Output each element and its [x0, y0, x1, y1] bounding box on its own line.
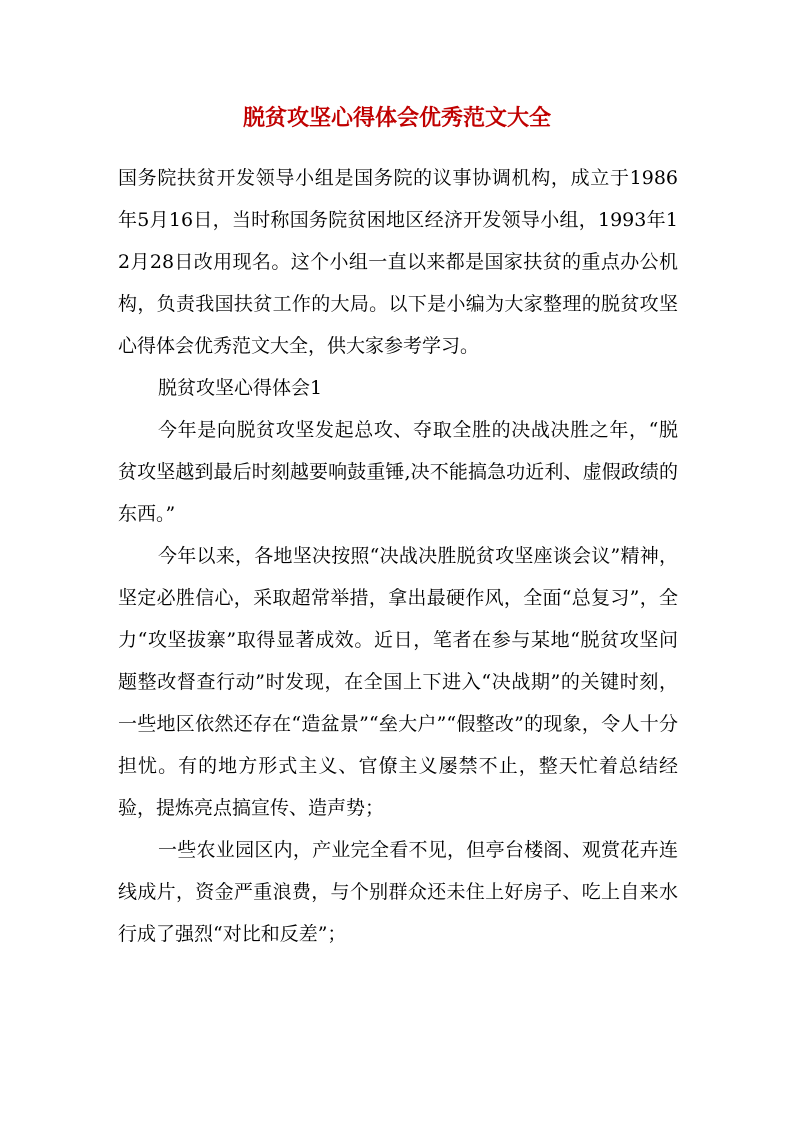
paragraph: 一些农业园区内，产业完全看不见，但亭台楼阁、观赏花卉连线成片，资金严重浪费，与个别群众还未住上好房子、吃上自来水行成了强烈“对比和反差”； — [118, 839, 678, 945]
paragraph: 今年以来，各地坚决按照“决战决胜脱贫攻坚座谈会议”精神，坚定必胜信心，采取超常举措，拿出最硬作风，全面“总复习”，全力“攻坚拔寨”取得显著成效。近日，笔者在参与某地“脱贫攻坚问题整改督查行动”时发现，在全国上下进入“决战期”的关键时刻，一些地区依然还存在“造盆景”“垒大户”“假整改”的现象，令人十分担忧。有的地方形式主义、官僚主义屡禁不止，整天忙着总结经验，提炼亮点搞宣传、造声势； — [118, 545, 678, 819]
document-body — [118, 157, 678, 955]
paragraph: 今年是向脱贫攻坚发起总攻、夺取全胜的决战决胜之年，“脱贫攻坚越到最后时刻越要响鼓重锤,决不能搞急功近利、虚假政绩的东西。” — [118, 419, 678, 525]
paragraph-intro: 国务院扶贫开发领导小组是国务院的议事协调机构，成立于1986年5月16日，当时称国务院贫困地区经济开发领导小组，1993年12月28日改用现名。这个小组一直以来都是国家扶贫的重点办公机构，负责我国扶贫工作的大局。以下是小编为大家整理的脱贫攻坚心得体会优秀范文大全，供大家参考学习。 — [118, 167, 678, 357]
section-heading: 脱贫攻坚心得体会1 — [158, 377, 323, 399]
document-title: 脱贫攻坚心得体会优秀范文大全 — [242, 105, 551, 131]
